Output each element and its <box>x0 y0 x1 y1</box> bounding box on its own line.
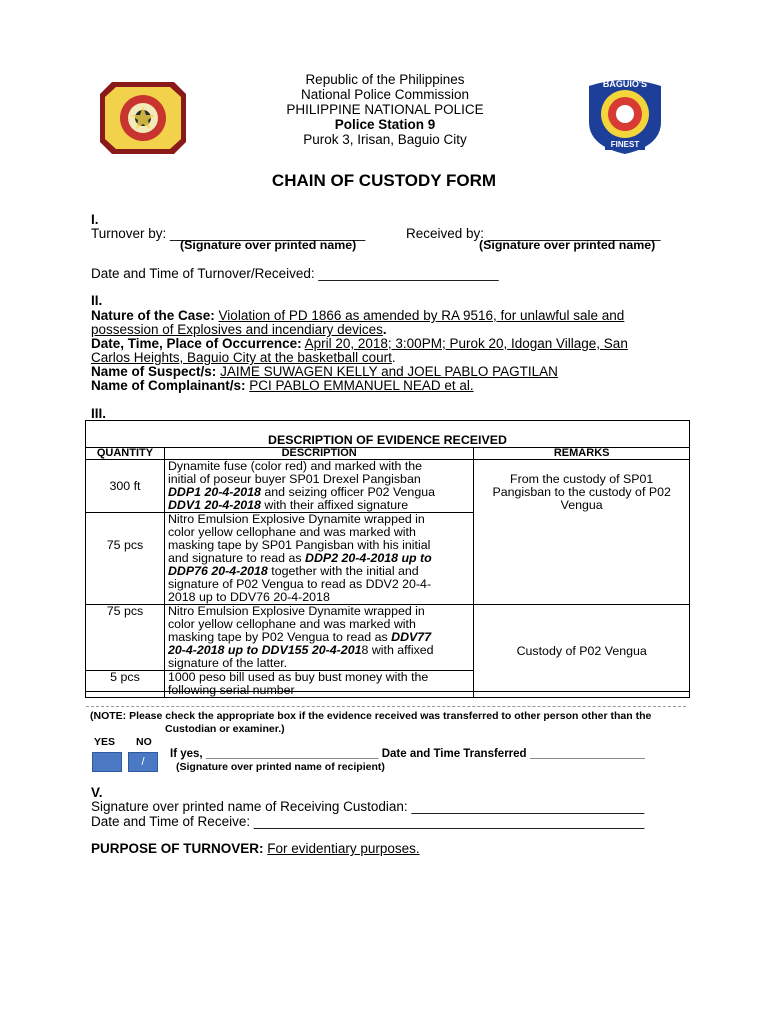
desc-line: 1000 peso bill used as buy bust money with the <box>167 670 429 684</box>
evidence-table-wrapper <box>85 420 690 697</box>
desc-line: following serial number <box>167 683 295 697</box>
complainant-row <box>91 378 474 393</box>
received-sig-note: (Signature over printed name) <box>479 238 656 252</box>
section-2-heading: II. <box>91 293 103 308</box>
nature-value-2: possession of Explosives and incendiary devices <box>91 322 383 337</box>
turnover-datetime-label: Date and Time of Turnover/Received: <box>91 266 315 281</box>
occurrence-label: Date, Time, Place of Occurrence: <box>91 336 302 351</box>
purpose-label: PURPOSE OF TURNOVER: <box>91 841 264 856</box>
header-line-republic: Republic of the Philippines <box>305 72 465 87</box>
note-line-2: Custodian or examiner.) <box>165 723 285 735</box>
receive-datetime-line[interactable]: ____________________________________________________ <box>253 814 645 829</box>
quantity-cell: 75 pcs <box>86 605 165 671</box>
marking-code: DDP1 20-4-2018 <box>167 485 261 499</box>
receive-datetime-label: Date and Time of Receive: <box>91 814 251 829</box>
desc-line: Dynamite fuse (color red) and marked with the <box>167 459 423 473</box>
marking-code: DDV77 <box>391 630 432 644</box>
desc-text: together with the initial and <box>267 564 419 578</box>
desc-text: with their affixed signature <box>260 498 409 512</box>
received-label: Received by: <box>406 226 485 241</box>
quantity-cell: 5 pcs <box>86 671 165 698</box>
complainant-value: PCI PABLO EMMANUEL NEAD et al. <box>249 378 474 393</box>
desc-text: and seizing officer P02 Vengua <box>260 485 435 499</box>
transferred-datetime-line[interactable]: __________________ <box>529 748 645 760</box>
if-yes-row <box>170 748 645 760</box>
description-cell <box>164 460 473 513</box>
desc-line: signature of P02 Vengua to read as DDV2 20-4- <box>167 577 432 591</box>
marking-code: 20-4-2018 up to DDV155 20-4-201 <box>167 643 362 657</box>
table-row <box>86 605 690 671</box>
evidence-table <box>85 447 690 698</box>
desc-line: masking tape by SP01 Pangisban with his initial <box>167 538 431 552</box>
turnover-datetime-row <box>91 266 499 281</box>
marking-code: DDP2 20-4-2018 up to <box>305 551 432 565</box>
form-title: CHAIN OF CUSTODY FORM <box>271 171 497 190</box>
occurrence-value-1: April 20, 2018; 3:00PM; Purok 20, Idogan Village, San <box>304 336 628 351</box>
note-divider <box>86 706 686 707</box>
turnover-datetime-line[interactable]: ________________________ <box>318 266 499 281</box>
turnover-label: Turnover by: <box>91 226 167 241</box>
desc-text: and signature to read as <box>167 551 306 565</box>
section-1-heading: I. <box>91 212 99 227</box>
remarks-line: Pangisban to the custody of P02 <box>492 485 671 499</box>
nature-period: . <box>382 322 387 337</box>
turnover-signature-line[interactable]: __________________________ <box>170 226 366 241</box>
description-cell <box>164 671 473 698</box>
nature-label: Nature of the Case: <box>91 308 215 323</box>
desc-line: 2018 up to DDV76 20-4-2018 <box>167 590 330 604</box>
desc-line: initial of poseur buyer SP01 Drexel Pangisban <box>167 472 421 486</box>
remarks-line: From the custody of SP01 <box>510 472 654 486</box>
desc-line: color yellow cellophane and was marked with <box>167 525 416 539</box>
turnover-sig-note: (Signature over printed name) <box>180 238 357 252</box>
note-line-1: (NOTE: Please check the appropriate box if the evidence received was transferred to other person other than the <box>90 710 652 722</box>
desc-text: 8 with affixed <box>361 643 434 657</box>
header-line-address: Purok 3, Irisan, Baguio City <box>303 132 467 147</box>
desc-line: signature of the latter. <box>167 656 288 670</box>
section-3-heading: III. <box>91 406 107 421</box>
header-line-station: Police Station 9 <box>334 117 436 132</box>
remarks-cell <box>474 460 690 605</box>
description-cell <box>164 605 473 671</box>
col-header-description: DESCRIPTION <box>164 448 473 460</box>
suspect-label: Name of Suspect/s: <box>91 364 217 379</box>
table-row <box>86 460 690 513</box>
logo-bottom-text: FINEST <box>610 140 640 149</box>
occurrence-value-2: Carlos Heights, Baguio City at the basketball court <box>91 350 392 365</box>
received-signature-line[interactable]: _______________________ <box>487 226 661 241</box>
header-line-napolcom: National Police Commission <box>300 87 470 102</box>
nature-of-case <box>91 308 624 323</box>
if-yes-label: If yes, <box>170 748 203 760</box>
desc-line <box>168 499 470 512</box>
no-label: NO <box>136 736 152 748</box>
occurrence-row-cont <box>91 350 396 365</box>
remarks-cell: Custody of P02 Vengua <box>474 605 690 698</box>
receive-datetime-row <box>91 814 644 829</box>
desc-line: Nitro Emulsion Explosive Dynamite wrapped in <box>167 512 425 526</box>
header-line-pnp: PHILIPPINE NATIONAL POLICE <box>286 102 484 117</box>
marking-code: DDP76 20-4-2018 <box>167 564 268 578</box>
marking-code: DDV1 20-4-2018 <box>167 498 261 512</box>
nature-value-1: Violation of PD 1866 as amended by RA 9516, for unlawful sale and <box>218 308 625 323</box>
no-checkmark: / <box>141 756 145 768</box>
desc-text: masking tape by P02 Vengua to read as <box>167 630 392 644</box>
remarks-line: Vengua <box>560 498 603 512</box>
complainant-label: Name of Complainant/s: <box>91 378 246 393</box>
occurrence-row <box>91 336 628 351</box>
evidence-table-title: DESCRIPTION OF EVIDENCE RECEIVED <box>268 433 507 447</box>
quantity-cell: 300 ft <box>86 460 165 513</box>
nature-of-case-cont <box>91 322 387 337</box>
desc-line: color yellow cellophane and was marked with <box>167 617 416 631</box>
purpose-value: For evidentiary purposes. <box>267 841 420 856</box>
occurrence-period: . <box>391 350 396 365</box>
no-checkbox[interactable] <box>128 752 158 772</box>
receiving-custodian-row <box>91 799 644 814</box>
logo-top-text: BAGUIO'S <box>602 79 648 89</box>
letterhead <box>200 72 570 147</box>
receiving-custodian-label: Signature over printed name of Receiving Custodian: <box>91 799 408 814</box>
col-header-remarks: REMARKS <box>474 448 690 460</box>
suspect-row <box>91 364 558 379</box>
quantity-cell: 75 pcs <box>86 513 165 605</box>
section-5-heading: V. <box>91 785 103 800</box>
recipient-signature-line[interactable]: ___________________________ <box>205 748 379 760</box>
recipient-note: (Signature over printed name of recipient) <box>176 761 385 773</box>
description-cell <box>164 513 473 605</box>
yes-checkbox[interactable] <box>92 752 122 772</box>
receiving-custodian-line[interactable]: _______________________________ <box>411 799 645 814</box>
purpose-row <box>91 841 420 856</box>
pnp-seal-logo <box>98 78 188 158</box>
transferred-label: Date and Time Transferred <box>381 748 527 760</box>
col-header-quantity: QUANTITY <box>86 448 165 460</box>
baguios-finest-logo <box>583 78 667 156</box>
table-header-row <box>86 448 690 460</box>
desc-line: Nitro Emulsion Explosive Dynamite wrapped in <box>167 604 425 618</box>
yes-label: YES <box>94 736 116 748</box>
suspect-value: JAIME SUWAGEN KELLY and JOEL PABLO PAGTILAN <box>220 364 558 379</box>
